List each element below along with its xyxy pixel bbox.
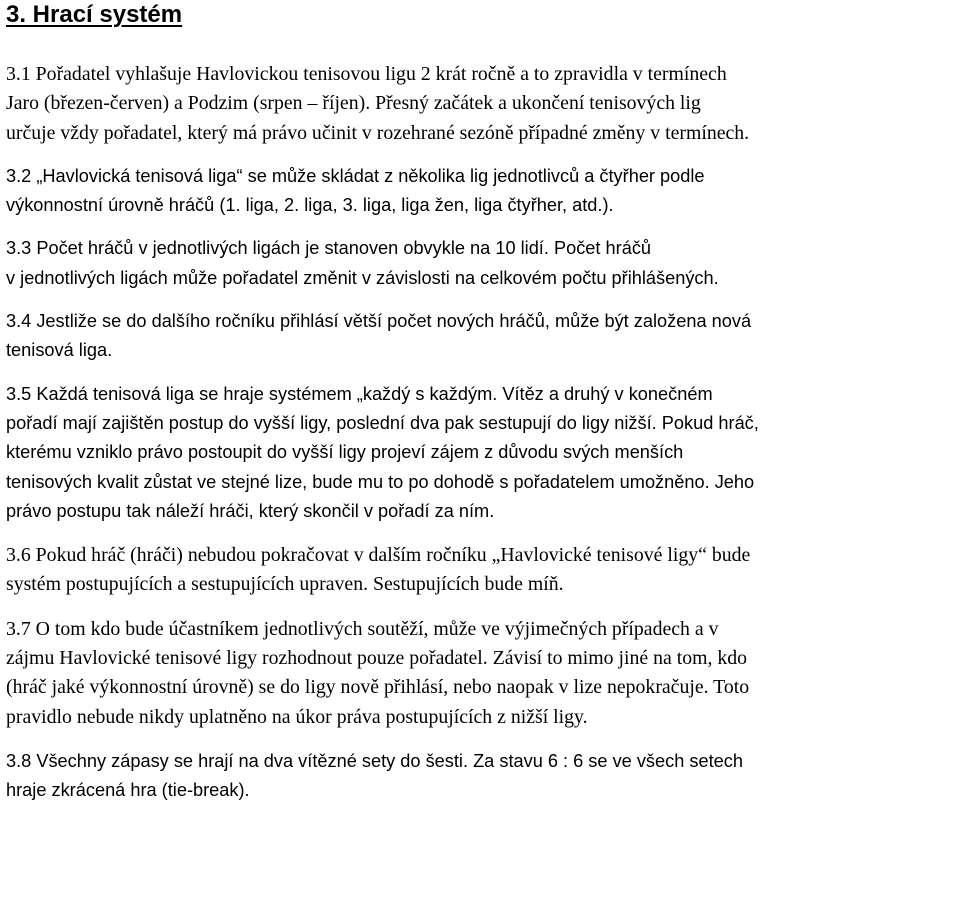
text-line: (hráč jaké výkonnostní úrovně) se do ligy nově přihlásí, nebo naopak v lize nepokračuje. Toto	[6, 676, 750, 699]
paragraph-3-6	[6, 541, 954, 600]
section-heading: 3. Hrací systém	[6, 1, 183, 28]
text-line: pravidlo nebude nikdy uplatněno na úkor práva postupujících z nižší ligy.	[6, 705, 588, 728]
text-line: 3.5 Každá tenisová liga se hraje systémem „každý s každým. Vítěz a druhý v konečném	[6, 383, 713, 404]
text-line: 3.8 Všechny zápasy se hrají na dva vítězné sety do šesti. Za stavu 6 : 6 se ve všech setech	[6, 750, 743, 771]
document-page	[6, 0, 954, 806]
text-line: určuje vždy pořadatel, který má právo učinit v rozehrané sezóně případné změny v termínech.	[6, 121, 750, 144]
text-line: systém postupujících a sestupujících upraven. Sestupujících bude míň.	[6, 573, 564, 596]
paragraph-3-3	[6, 234, 954, 293]
paragraph-3-4	[6, 307, 954, 366]
text-line: právo postupu tak náleží hráči, který skončil v pořadí za ním.	[6, 500, 495, 521]
text-line: tenisová liga.	[6, 340, 113, 361]
text-line: 3.4 Jestliže se do dalšího ročníku přihlásí větší počet nových hráčů, může být založena nová	[6, 311, 752, 332]
paragraph-3-8	[6, 747, 954, 806]
text-line: výkonnostní úrovně hráčů (1. liga, 2. liga, 3. liga, liga žen, liga čtyřher, atd.).	[6, 195, 614, 216]
text-line: 3.2 „Havlovická tenisová liga“ se může skládat z několika lig jednotlivců a čtyřher podle	[6, 165, 705, 186]
text-line: zájmu Havlovické tenisové ligy rozhodnout pouze pořadatel. Závisí to mimo jiné na tom, kdo	[6, 647, 748, 670]
text-line: 3.3 Počet hráčů v jednotlivých ligách je stanoven obvykle na 10 lidí. Počet hráčů	[6, 238, 652, 259]
paragraph-3-5	[6, 380, 954, 526]
text-line: kterému vzniklo právo postoupit do vyšší ligy projeví zájem z důvodu svých menších	[6, 442, 684, 463]
text-line: tenisových kvalit zůstat ve stejné lize, bude mu to po dohodě s pořadatelem umožněno. Jeho	[6, 471, 755, 492]
text-line: 3.7 O tom kdo bude účastníkem jednotlivých soutěží, může ve výjimečných případech a v	[6, 617, 719, 640]
paragraph-3-1	[6, 60, 954, 148]
text-line: hraje zkrácená hra (tie-break).	[6, 780, 250, 801]
paragraph-3-7	[6, 615, 954, 732]
text-line: v jednotlivých ligách může pořadatel změnit v závislosti na celkovém počtu přihlášených.	[6, 267, 719, 288]
text-line: 3.6 Pokud hráč (hráči) nebudou pokračovat v dalším ročníku „Havlovické tenisové ligy“ bude	[6, 544, 751, 567]
text-line: Jaro (březen-červen) a Podzim (srpen – říjen). Přesný začátek a ukončení tenisových lig	[6, 92, 701, 115]
text-line: 3.1 Pořadatel vyhlašuje Havlovickou tenisovou ligu 2 krát ročně a to zpravidla v termínech	[6, 63, 727, 85]
paragraph-3-2	[6, 162, 954, 221]
text-line: pořadí mají zajištěn postup do vyšší ligy, poslední dva pak sestupují do ligy nižší. Pokud hráč,	[6, 412, 759, 433]
